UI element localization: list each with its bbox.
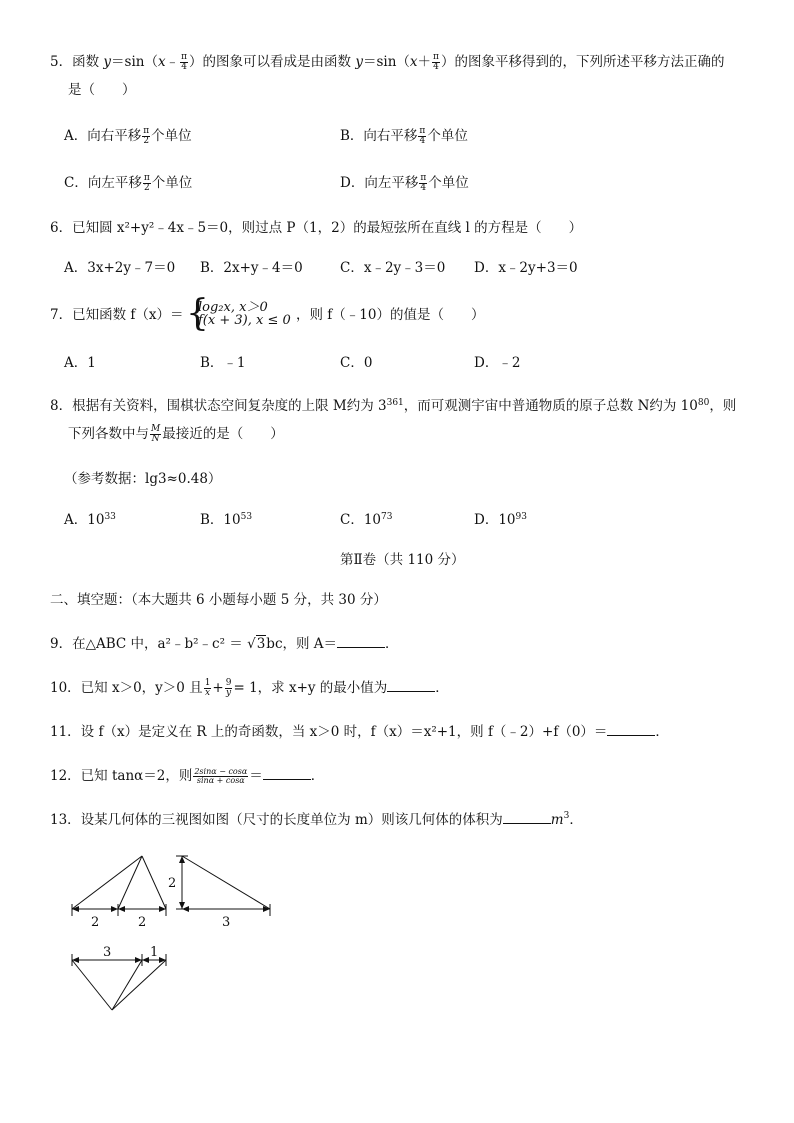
q5-var-x: x <box>157 54 166 70</box>
q5-minus: ﹣ <box>165 54 180 70</box>
q7-option-c: C．0 <box>340 355 373 371</box>
q5-fraction: $\frac{\pi}{4}$ <box>433 52 439 72</box>
q8-option-a: A．$10^{33}$ <box>64 512 116 528</box>
q5-option-b: B．向右平移 $\frac{\pi}{4}$ 个单位 <box>340 126 468 146</box>
q5-var-y: y <box>103 54 112 70</box>
dim-side-height: 2 <box>168 876 177 891</box>
dim-front-left: 2 <box>91 915 100 930</box>
q8-option-b: B．$10^{53}$ <box>200 512 253 528</box>
q5-option-c: C．向左平移 $\frac{\pi}{2}$ 个单位 <box>64 173 193 193</box>
q7-brace: { <box>186 293 209 334</box>
dim-front-right: 2 <box>138 915 147 930</box>
q6-stem: 6．已知圆 x²+y²﹣4x﹣5＝0，则过点 P（1，2）的最短弦所在直线 l 的方程是（ ） <box>50 220 583 236</box>
q6-option-d: D．x﹣2y+3＝0 <box>474 260 578 276</box>
q7-case-2: f(x + 3), x ≤ 0 <box>198 313 291 328</box>
q9-stem: 9．在△ABC 中，a²﹣b²﹣c² ＝ √3bc，则 A＝ ． <box>50 633 399 654</box>
answer-blank[interactable] <box>263 765 311 780</box>
q5-stem-cont: 是（ ） <box>68 82 136 98</box>
q8-option-d: D．$10^{93}$ <box>474 512 527 528</box>
q7-option-b: B．﹣1 <box>200 355 246 371</box>
answer-blank[interactable] <box>607 721 655 736</box>
answer-blank[interactable] <box>387 677 435 692</box>
q11-stem: 11．设 f（x）是定义在 R 上的奇函数，当 x＞0 时，f（x）＝x²+1，则 f（﹣2）+f（0）＝ ． <box>50 721 669 742</box>
dim-side-base: 3 <box>222 915 231 930</box>
q6-option-b: B．2x+y﹣4＝0 <box>200 260 303 276</box>
answer-blank[interactable] <box>337 633 385 648</box>
q5-fraction: $\frac{\pi}{4}$ <box>181 52 188 72</box>
q5-text: ）的图象平移得到的，下列所述平移方法正确的 <box>440 54 725 70</box>
q5-text: 5．函数 <box>50 54 104 70</box>
q8-stem-cont: 下列各数中与 $\frac{M}{N}$ 最接近的是（ ） <box>68 424 284 444</box>
q6-option-a: A．3x+2y﹣7＝0 <box>64 260 176 276</box>
q5-text: ＝sin（ <box>111 54 158 70</box>
q12-stem: 12．已知 tanα＝2，则 $\frac{2\sin\alpha - \cos\alpha}{\sin\alpha + \cos\alpha}$ ＝ ． <box>50 767 325 785</box>
q5-plus: ＋ <box>417 54 432 70</box>
dim-top-left: 3 <box>103 945 112 960</box>
q7-stem-cont: ，则 f（﹣10）的值是（ ） <box>296 307 485 323</box>
fill-in-heading: 二、填空题：（本大题共 6 小题每小题 5 分，共 30 分） <box>50 592 387 608</box>
q5-option-a: A．向右平移 $\frac{\pi}{2}$ 个单位 <box>64 126 192 146</box>
q8-reference: （参考数据：lg3≈0.48） <box>64 471 222 487</box>
top-view <box>72 954 166 1010</box>
q10-stem: 10．已知 x＞0，y＞0 且 $\frac{1}{x}$ + $\frac{9}{y}$ = 1，求 x+y 的最小值为 ． <box>50 678 449 698</box>
q5-option-d: D．向左平移 $\frac{\pi}{4}$ 个单位 <box>340 173 469 193</box>
answer-blank[interactable] <box>503 809 551 824</box>
q5-var-x: x <box>409 54 418 70</box>
q5-stem <box>50 52 724 72</box>
q6-option-c: C．x﹣2y﹣3＝0 <box>340 260 446 276</box>
q8-stem: 8．根据有关资料，围棋状态空间复杂度的上限 M约为 $3^{361}$，而可观测宇宙中普通物质的原子总数 N约为 $10^{80}$，则 <box>50 398 737 414</box>
front-view <box>72 856 166 916</box>
side-view <box>176 856 270 916</box>
q7-option-a: A．1 <box>64 355 96 371</box>
q7-option-d: D．﹣2 <box>474 355 521 371</box>
section-title: 第Ⅱ卷（共 110 分） <box>340 552 465 568</box>
q8-option-c: C．$10^{73}$ <box>340 512 393 528</box>
q13-stem: 13．设某几何体的三视图如图（尺寸的长度单位为 m）则该几何体的体积为 $m^3$． <box>50 811 583 828</box>
q5-var-y: y <box>355 54 363 70</box>
q5-text: ）的图象可以看成是由函数 <box>189 54 356 70</box>
q5-text: ＝sin（ <box>362 54 410 70</box>
q7-case-1: log₂x, x＞0 <box>198 300 268 315</box>
q7-stem: 7．已知函数 f（x）＝ <box>50 307 184 323</box>
dim-top-right: 1 <box>150 945 159 960</box>
